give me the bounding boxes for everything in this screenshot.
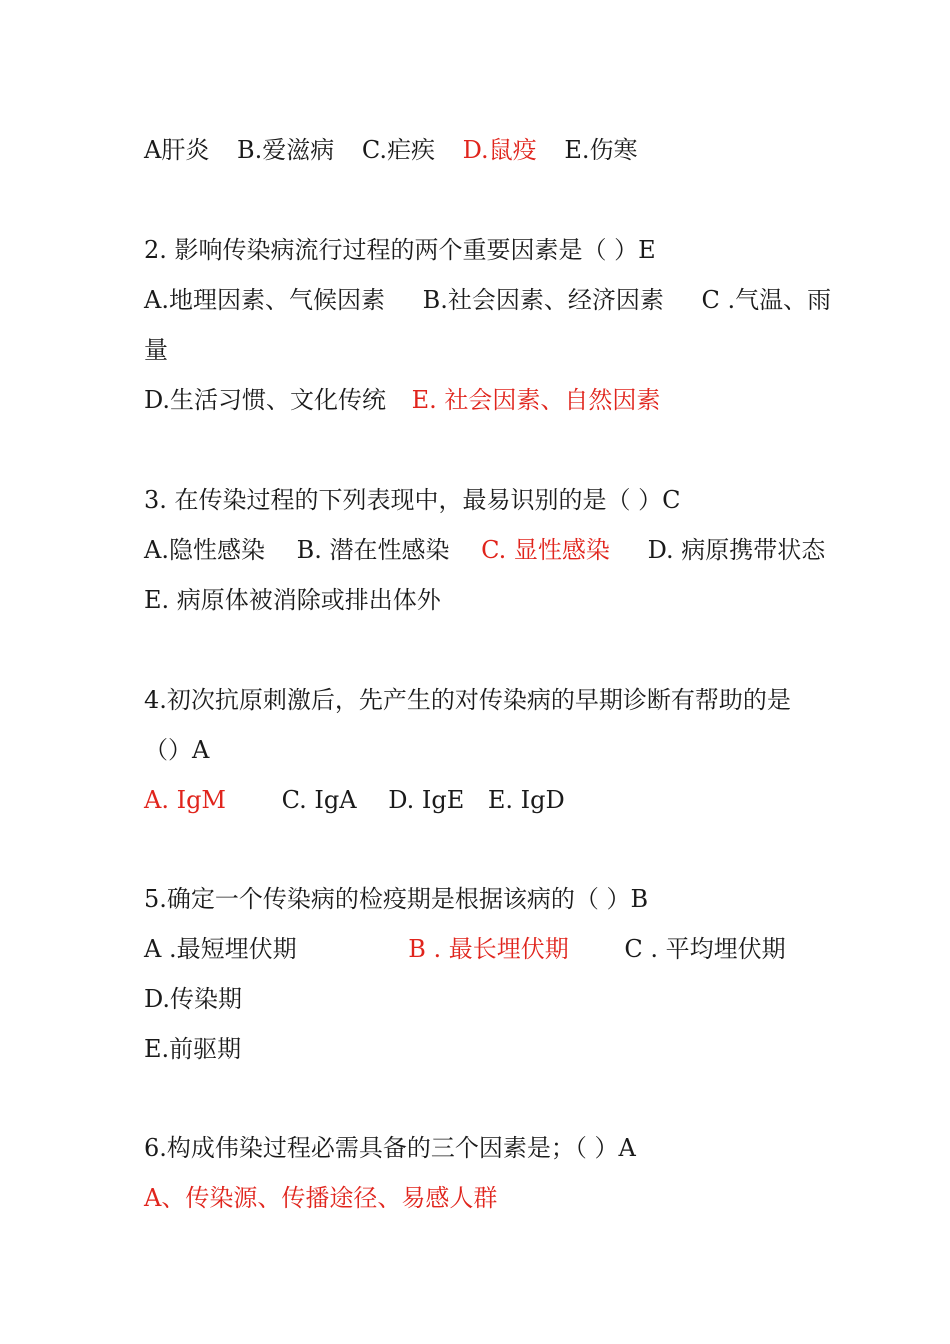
q4-option-e: E. IgD (487, 786, 565, 814)
q2-option-c-cont: 量 (144, 336, 168, 364)
q4-option-c: C. IgA (281, 786, 357, 814)
q4-option-a-answer: A. IgM (144, 786, 227, 814)
q3-option-a: A.隐性感染 (144, 536, 265, 564)
q4-option-d: D. IgE (388, 786, 465, 814)
q2-option-e-answer: E. 社会因素、自然因素 (411, 386, 661, 414)
q1-option-a: A肝炎 (144, 136, 210, 164)
q5-option-e: E.前驱期 (144, 1035, 242, 1063)
q1-option-d-answer: D.鼠疫 (462, 136, 537, 164)
q2-option-c: C .气温、雨 (701, 286, 832, 314)
q5-option-b-answer: B . 最长埋伏期 (408, 935, 569, 963)
q3-options-row1 (144, 534, 826, 566)
q5-option-a: A .最短埋伏期 (144, 935, 297, 963)
q3-option-d: D. 病原携带状态 (647, 536, 826, 564)
q2-options-row2 (144, 384, 810, 416)
q2-option-a: A.地理因素、气候因素 (144, 286, 385, 314)
q4-stem: 4.初次抗原刺激后，先产生的对传染病的早期诊断有帮助的是 (144, 686, 791, 714)
q2-options-row1 (144, 284, 832, 316)
q2-option-b: B.社会因素、经济因素 (422, 286, 664, 314)
q5-stem: 5.确定一个传染病的检疫期是根据该病的（ ）B (144, 885, 649, 913)
q2-stem: 2. 影响传染病流行过程的两个重要因素是（ ）E (144, 236, 656, 264)
q1-option-b: B.爱滋病 (236, 136, 335, 164)
q4-options (144, 784, 810, 816)
q3-option-e: E. 病原体被消除或排出体外 (144, 586, 441, 614)
q2-option-d: D.生活习惯、文化传统 (144, 386, 387, 414)
q3-option-c-answer: C. 显性感染 (481, 536, 610, 564)
q6-stem: 6.构成伟染过程必需具备的三个因素是；（ ）A (144, 1134, 636, 1162)
q6-option-a-answer: A、传染源、传播途径、易感人群 (144, 1184, 498, 1212)
q1-options (144, 134, 810, 166)
q5-option-d: D.传染期 (144, 985, 243, 1013)
q1-option-e: E.伤寒 (564, 136, 638, 164)
q5-options-row1 (144, 933, 810, 965)
q1-option-c: C.疟疾 (361, 136, 436, 164)
q4-stem-cont: （）A (144, 736, 210, 764)
q3-option-b: B. 潜在性感染 (296, 536, 450, 564)
q5-option-c: C . 平均埋伏期 (624, 935, 786, 963)
q3-stem: 3. 在传染过程的下列表现中，最易识别的是（ ）C (144, 486, 681, 514)
